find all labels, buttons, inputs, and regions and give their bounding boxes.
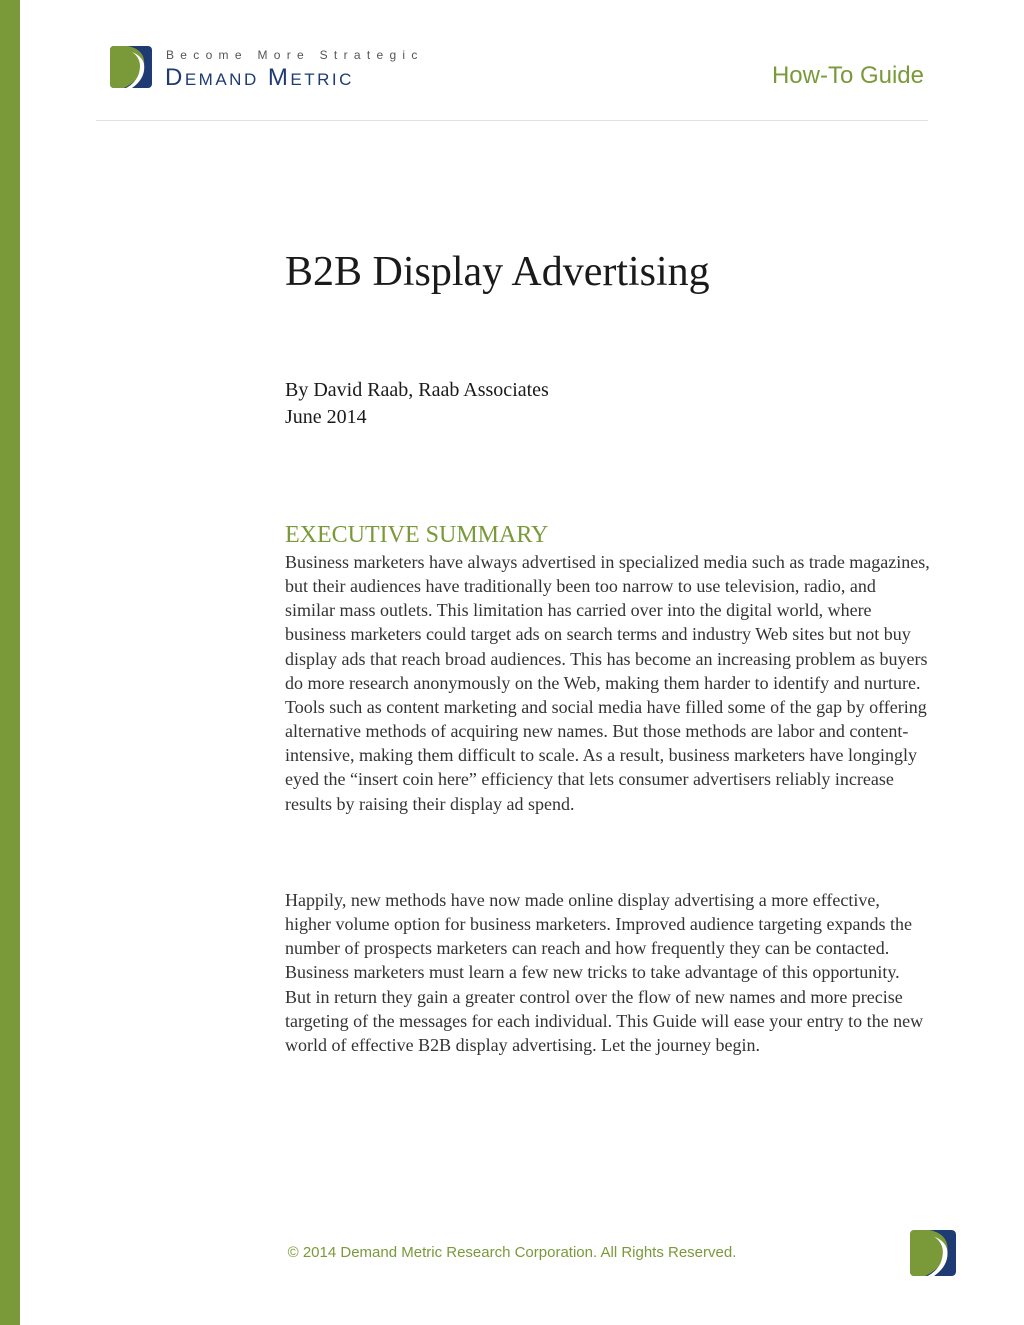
brand-name: Demand Metric <box>165 64 354 91</box>
summary-paragraph: Business marketers have always advertised in specialized media such as trade magazines, but their audiences have traditionally been too narrow to use television, radio, and similar mass outlets. This limitation has carried over into the digital world, where business marketers could target ads on search terms and industry Web sites but not buy display ads that reach broad audiences. This has become an increasing problem as buyers do more research anonymously on the Web, making them harder to identify and nurture. Tools such as content marketing and social media have filled some of the gap by offering alternative methods of acquiring new names. But those methods are labor and content-intensive, making them difficult to scale. As a result, business marketers have longingly eyed the “insert coin here” efficiency that lets consumer advertisers reliably increase results by raising their display ad spend. <box>285 552 930 814</box>
footer-copyright: © 2014 Demand Metric Research Corporation. All Rights Reserved. <box>287 1244 737 1261</box>
document-type-label: How-To Guide <box>771 62 924 89</box>
side-accent-bar <box>0 0 20 1325</box>
brand-tagline: Become More Strategic <box>166 48 424 62</box>
author-byline: By David Raab, Raab Associates <box>285 379 549 401</box>
summary-paragraph: Happily, new methods have now made online display advertising a more effective, higher volume option for business marketers. Improved audience targeting expands the number of prospects marketers can reach and how frequently they can be contacted. Business marketers must learn a few new tricks to take advantage of this opportunity. But in return they gain a greater control over the flow of new names and more precise targeting of the messages for each individual. This Guide will ease your entry to the new world of effective B2B display advertising. Let the journey begin. <box>285 890 924 1055</box>
publication-date: June 2014 <box>285 406 367 428</box>
document-title: B2B Display Advertising <box>285 249 710 295</box>
demand-metric-logo-icon <box>110 46 152 88</box>
header-divider <box>96 120 928 121</box>
section-heading: EXECUTIVE SUMMARY <box>285 522 549 548</box>
demand-metric-logo-icon <box>910 1230 956 1276</box>
